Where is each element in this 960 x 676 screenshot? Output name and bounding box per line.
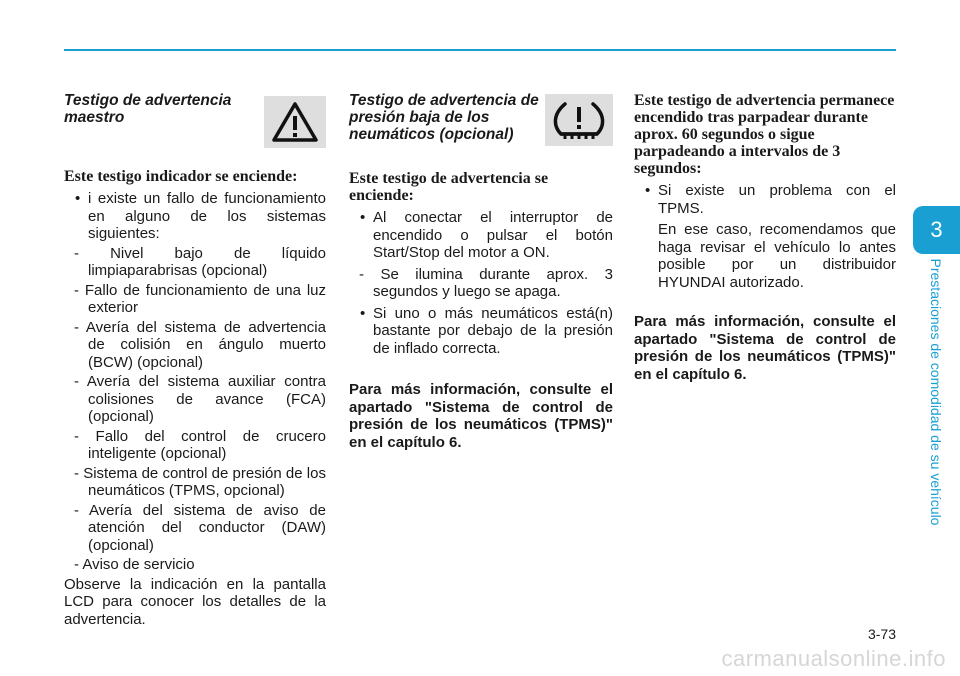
column-3 (634, 92, 896, 383)
tire-pressure-icon (545, 94, 613, 146)
dash-item: - Avería del sistema de aviso de atención del conductor (DAW) (opcional) (74, 501, 326, 554)
column-1 (64, 92, 326, 628)
dash-item: - Se ilumina durante aprox. 3 segundos y luego se apaga. (359, 265, 613, 300)
chapter-title: Prestaciones de comodidad de su vehículo (928, 258, 944, 526)
dash-item: - Fallo de funcionamiento de una luz exterior (74, 281, 326, 316)
dash-item: - Avería del sistema de advertencia de colisión en ángulo muerto (BCW) (opcional) (74, 318, 326, 371)
warning-triangle-icon (264, 96, 326, 148)
tpms-flash-bullet: • Si existe un problema con el TPMS. (634, 182, 896, 217)
master-warning-subhead: Este testigo indicador se enciende: (64, 168, 298, 185)
dash-item: - Sistema de control de presión de los neumáticos (TPMS, opcional) (74, 464, 326, 499)
column-2 (349, 92, 613, 451)
tpms-flash-advice: En ese caso, recomendamos que haga revisar el vehículo lo antes posible por un distribuidor HYUNDAI autorizado. (658, 221, 896, 291)
tpms-bullet: • Si uno o más neumáticos está(n) bastante por debajo de la presión de inflado correcta. (349, 305, 613, 358)
master-warning-heading: Testigo de advertencia maestro (64, 92, 232, 126)
tpms-header (349, 92, 613, 146)
tpms-info-note: Para más información, consulte el apartado "Sistema de control de presión de los neumáticos (TPMS)" en el capítulo 6. (349, 381, 613, 451)
tpms-bullet: • Al conectar el interruptor de encendido o pulsar el botón Start/Stop del motor a ON. (349, 209, 613, 262)
tpms-heading: Testigo de advertencia de presión baja de los neumáticos (opcional) (349, 92, 539, 143)
master-warning-note: Observe la indicación en la pantalla LCD para conocer los detalles de la advertencia. (64, 575, 326, 628)
page-number: 3-73 (867, 626, 896, 642)
watermark: carmanualsonline.info (721, 646, 946, 671)
dash-item: - Aviso de servicio (74, 556, 195, 573)
dash-item: - Avería del sistema auxiliar contra colisiones de avance (FCA) (opcional) (74, 373, 326, 425)
header-rule (64, 49, 896, 51)
dash-item: - Fallo del control de crucero inteligente (opcional) (74, 427, 326, 462)
tpms-subhead: Este testigo de advertencia se enciende: (349, 170, 549, 204)
chapter-number: 3 (930, 217, 943, 242)
dash-item: - Nivel bajo de líquido limpiaparabrisas (opcional) (74, 244, 326, 279)
tpms-flash-info-note: Para más información, consulte el apartado "Sistema de control de presión de los neumáticos (TPMS)" en el capítulo 6. (634, 313, 896, 383)
master-warning-bullet: • i existe un fallo de funcionamiento en alguno de los sistemas siguientes: (64, 190, 326, 243)
master-warning-header (64, 92, 326, 148)
tpms-flash-subhead: Este testigo de advertencia permanece encendido tras parpadear durante aprox. 60 segundos o sigue parpadeando a intervalos de 3 segundos: (634, 92, 895, 177)
